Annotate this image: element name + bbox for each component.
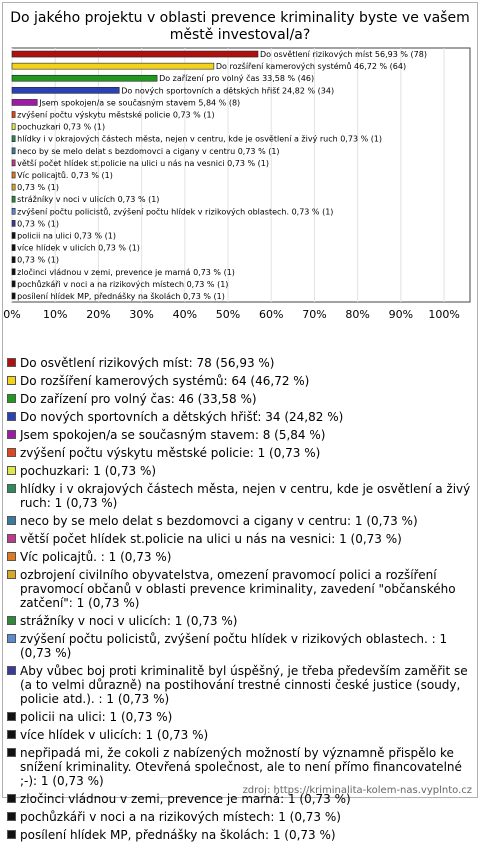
legend-swatch — [7, 516, 16, 525]
x-tick-label: 70% — [302, 308, 326, 321]
bar — [12, 208, 15, 214]
legend-label: více hlídek v ulicích: 1 (0,73 %) — [20, 728, 208, 742]
x-tick-label: 80% — [345, 308, 369, 321]
bar-label: zločinci vládnou v zemi, prevence je marná 0,73 % (1) — [17, 267, 235, 277]
legend-item — [6, 356, 474, 370]
legend-swatch — [7, 552, 16, 561]
bar-label: Do zařízení pro volný čas 33,58 % (46) — [159, 73, 314, 83]
bar — [12, 281, 15, 287]
x-tick-label: 30% — [129, 308, 153, 321]
legend-label: pochůzkáři v noci a na rizikových místech: 1 (0,73 %) — [20, 810, 341, 824]
legend-label: strážníky v noci v ulicích: 1 (0,73 %) — [20, 614, 237, 628]
x-tick-label: 20% — [86, 308, 110, 321]
legend-label: policii na ulici: 1 (0,73 %) — [20, 710, 172, 724]
x-tick-label: 0% — [3, 308, 20, 321]
legend-label: zvýšení počtu výskytu městské policie: 1 (0,73 %) — [20, 446, 320, 460]
legend-item — [6, 728, 474, 742]
bar-label: Do rozšíření kamerových systémů 46,72 % (64) — [216, 61, 406, 71]
bar-label: neco by se melo delat s bezdomovci a cigany v centru 0,73 % (1) — [17, 147, 279, 156]
x-tick-label: 100% — [428, 308, 459, 321]
legend-label: neco by se melo delat s bezdomovci a cigany v centru: 1 (0,73 %) — [20, 514, 418, 528]
bar-label: 0,73 % (1) — [17, 183, 59, 192]
legend-swatch — [7, 616, 16, 625]
x-tick-label: 40% — [173, 308, 197, 321]
legend-swatch — [7, 570, 16, 579]
legend-label: Aby vůbec boj proti kriminalitě byl úspěšný, je třeba především zaměřit se (a to velmi důrazně) na postihování trestné cinnosti české justice (soudy, policie atd.). : 1 (0,73 %) — [20, 664, 468, 706]
legend-swatch — [7, 634, 16, 643]
legend-swatch — [7, 430, 16, 439]
x-tick-label: 60% — [259, 308, 283, 321]
bar-label: posílení hlídek MP, přednášky na školách 0,73 % (1) — [17, 291, 225, 301]
legend-item — [6, 550, 474, 564]
bar — [12, 196, 15, 202]
legend-swatch — [7, 748, 16, 757]
bar-label: pochůzkáři v noci a na rizikových místech 0,73 % (1) — [17, 279, 228, 289]
legend-label: Do rozšíření kamerových systémů: 64 (46,72 %) — [20, 374, 309, 388]
bar — [12, 87, 119, 93]
source-note: zdroj: https://kriminalita-kolem-nas.vyplnto.cz — [243, 785, 472, 796]
legend-swatch — [7, 712, 16, 721]
legend-item — [6, 428, 474, 442]
bar-chart — [0, 0, 480, 356]
legend-label: zvýšení počtu policistů, zvýšení počtu hlídek v rizikových oblastech. : 1 (0,73 %) — [20, 632, 447, 660]
bar-label: 0,73 % (1) — [17, 219, 59, 228]
chart-title: Do jakého projektu v oblasti prevence kriminality byste ve vašem městě investoval/a? — [10, 10, 470, 44]
bar-label: hlídky i v okrajových částech města, nejen v centru, kde je osvětlení a živý ruch 0,73 % (1) — [17, 134, 382, 144]
bar-label: větší počet hlídek st.policie na ulici u nás na vesnici 0,73 % (1) — [17, 158, 269, 168]
legend-item — [6, 514, 474, 528]
legend-item — [6, 532, 474, 546]
bar — [12, 124, 15, 130]
legend-swatch — [7, 358, 16, 367]
legend-item — [6, 446, 474, 460]
legend-item — [6, 664, 474, 706]
bar — [12, 172, 15, 178]
bar — [12, 75, 157, 81]
legend-item — [6, 374, 474, 388]
legend-label: pochuzkari: 1 (0,73 %) — [20, 464, 156, 478]
legend-item — [6, 392, 474, 406]
legend-label: posílení hlídek MP, přednášky na školách: 1 (0,73 %) — [20, 828, 336, 842]
bar-label: Do osvětlení rizikových míst 56,93 % (78) — [260, 50, 427, 59]
x-tick-label: 50% — [216, 308, 240, 321]
bar — [12, 245, 15, 251]
x-tick-label: 90% — [389, 308, 413, 321]
legend-label: Jsem spokojen/a se současným stavem: 8 (5,84 %) — [20, 428, 325, 442]
legend-swatch — [7, 812, 16, 821]
legend-label: Do osvětlení rizikových míst: 78 (56,93 %) — [20, 356, 275, 370]
bar-label: 0,73 % (1) — [17, 256, 59, 265]
bar — [12, 269, 15, 275]
bar-label: strážníky v noci v ulicích 0,73 % (1) — [17, 195, 159, 204]
legend-item — [6, 482, 474, 510]
bar-label: zvýšení počtu výskytu městské policie 0,73 % (1) — [17, 110, 215, 120]
legend-label: větší počet hlídek st.policie na ulici u nás na vesnici: 1 (0,73 %) — [20, 532, 402, 546]
legend-item — [6, 614, 474, 628]
legend-item — [6, 464, 474, 478]
bar-label: policii na ulici 0,73 % (1) — [17, 231, 116, 240]
legend-swatch — [7, 412, 16, 421]
bar — [12, 160, 15, 166]
bar — [12, 148, 15, 154]
legend-swatch — [7, 448, 16, 457]
legend-item — [6, 746, 474, 788]
bar — [12, 220, 15, 226]
bar — [12, 63, 214, 69]
chart-legend — [6, 356, 474, 846]
bar — [12, 257, 15, 263]
legend-label: hlídky i v okrajových částech města, nejen v centru, kde je osvětlení a živý ruch: 1 (0,73 %) — [20, 482, 470, 510]
legend-label: Víc policajtů. : 1 (0,73 %) — [20, 550, 171, 564]
bar-label: více hlídek v ulicích 0,73 % (1) — [17, 244, 140, 253]
legend-label: ozbrojení civilního obyvatelstva, omezení pravomocí polici a rozšíření pravomocí občanů v oblasti prevence kriminality, zavedení "občanského zatčení": 1 (0,73 %) — [20, 568, 456, 610]
bar — [12, 51, 258, 57]
legend-item — [6, 810, 474, 824]
legend-item — [6, 568, 474, 610]
legend-swatch — [7, 666, 16, 675]
bar-label: Jsem spokojen/a se současným stavem 5,84 % (8) — [38, 97, 240, 107]
legend-label: Do zařízení pro volný čas: 46 (33,58 %) — [20, 392, 257, 406]
legend-item — [6, 710, 474, 724]
legend-swatch — [7, 730, 16, 739]
bar-label: zvýšení počtu policistů, zvýšení počtu hlídek v rizikových oblastech. 0,73 % (1) — [17, 206, 333, 216]
legend-swatch — [7, 794, 16, 803]
legend-swatch — [7, 466, 16, 475]
legend-item — [6, 410, 474, 424]
bar — [12, 232, 15, 238]
bar-label: Víc policajtů. 0,73 % (1) — [17, 170, 113, 180]
bar-label: Do nových sportovních a dětských hřišť 24,82 % (34) — [121, 85, 334, 95]
bar — [12, 184, 15, 190]
legend-label: Do nových sportovních a dětských hřišť: 34 (24,82 %) — [20, 410, 343, 424]
bar — [12, 99, 37, 105]
bar-label: pochuzkari 0,73 % (1) — [17, 123, 105, 132]
legend-swatch — [7, 484, 16, 493]
legend-item — [6, 828, 474, 842]
legend-swatch — [7, 830, 16, 839]
bar — [12, 293, 15, 299]
bar — [12, 136, 15, 142]
legend-label: zločinci vládnou v zemi, prevence je marná: 1 (0,73 %) — [20, 792, 351, 806]
legend-item — [6, 632, 474, 660]
legend-label: nepřipadá mi, že cokoli z nabízených možností by významně přispělo ke snížení kriminality. Otevřená společnost, ale to není přímo financovatelné ;-): 1 (0,73 %) — [20, 746, 462, 788]
bar — [12, 112, 15, 118]
x-tick-label: 10% — [43, 308, 67, 321]
legend-swatch — [7, 534, 16, 543]
legend-swatch — [7, 394, 16, 403]
legend-swatch — [7, 376, 16, 385]
